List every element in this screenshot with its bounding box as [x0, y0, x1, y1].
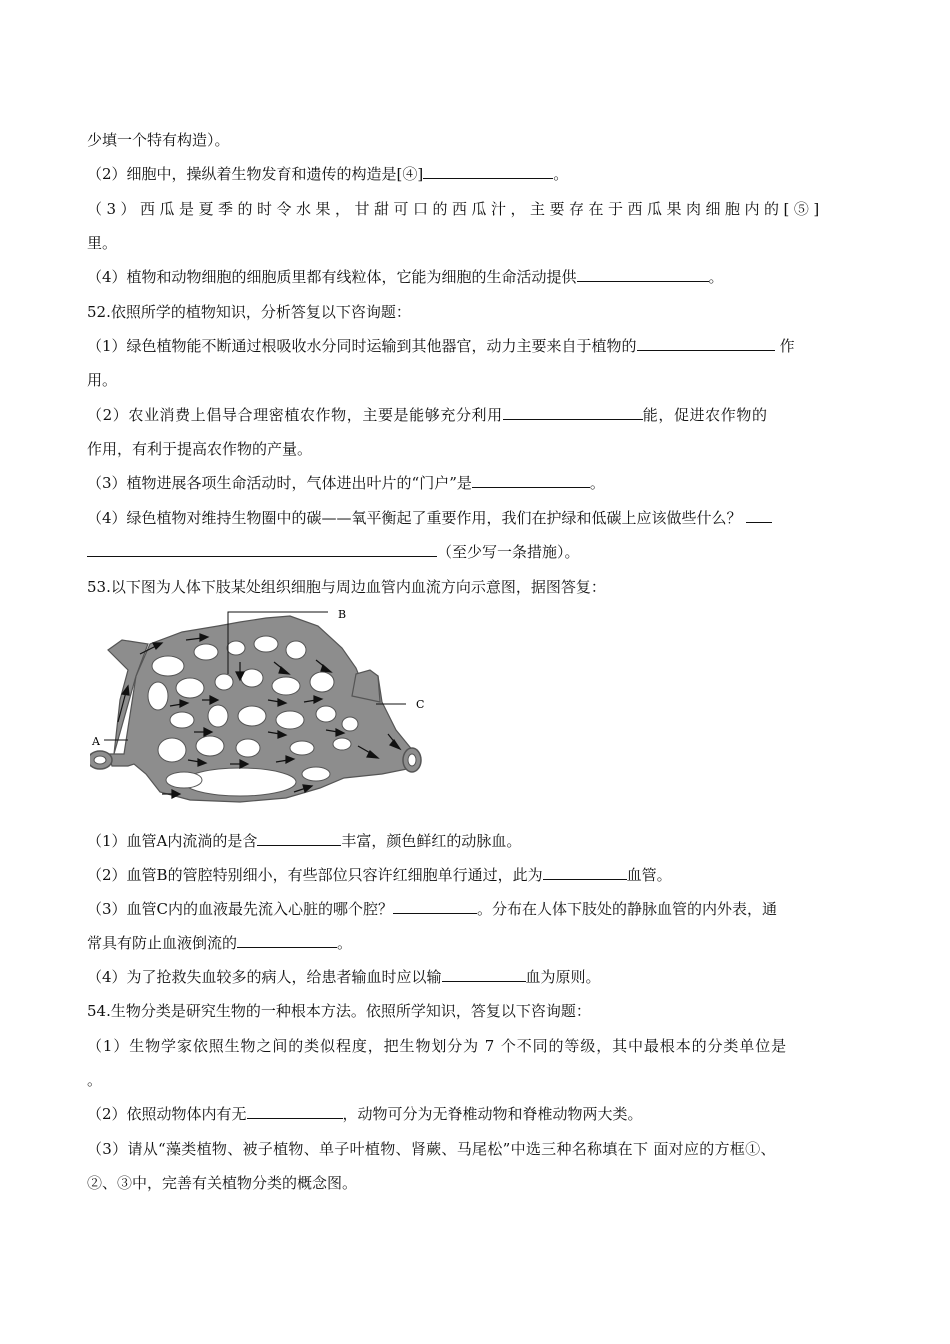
q51-part3-text: （3）西瓜是夏季的时令水果，甘甜可口的西瓜汁，主要存在于西瓜果肉细胞内的[⑤]: [87, 200, 824, 218]
label-a: A: [92, 735, 100, 748]
q54-part2-text: （2）依照动物体内有无: [87, 1105, 247, 1123]
q54-part2-end: ，动物可分为无脊椎动物和脊椎动物两大类。: [342, 1105, 643, 1123]
q52-part1-text: （1）绿色植物能不断通过根吸收水分同时运输到其他器官，动力主要来自于植物的: [87, 337, 637, 355]
answer-blank[interactable]: [257, 831, 341, 846]
capillary-network-figure: [90, 604, 435, 810]
q51-part2-text: （2）细胞中，操纵着生物发育和遗传的构造是[④]: [87, 165, 424, 183]
q53-title: 53.以下图为人体下肢某处组织细胞与周边血管内血流方向示意图，据图答复：: [87, 578, 606, 596]
q52-title: 52.依照所学的植物知识，分析答复以下咨询题：: [87, 303, 411, 321]
label-b: B: [338, 608, 347, 621]
q54-title: 54.生物分类是研究生物的一种根本方法。依照所学知识，答复以下咨询题：: [87, 1002, 591, 1020]
q54-part1-end: 。: [87, 1071, 103, 1089]
q53-part1: [87, 831, 521, 851]
q52-part3-end: 。: [589, 474, 605, 492]
q53-part3-text: （3）血管C内的血液最先流入心脏的哪个腔？: [87, 900, 394, 918]
answer-blank[interactable]: [393, 899, 477, 914]
q52-part4-cont: [87, 542, 580, 562]
q54-part1-text: （1）生物学家依照生物之间的类似程度，把生物划分为 7 个不同的等级，其中最根本的分类单位是: [87, 1037, 788, 1055]
q54-part3: [87, 1139, 865, 1159]
q54-part1: [87, 1036, 865, 1056]
answer-blank[interactable]: [543, 865, 627, 880]
q54-part3-text: （3）请从“藻类植物、被子植物、单子叶植物、肾蕨、马尾松”中选三种名称填在下 面对应的方框①、: [87, 1140, 776, 1158]
q53-part4-text: （4）为了抢救失血较多的病人，给患者输血时应以输: [87, 968, 442, 986]
q52-part2-text: （2）农业消费上倡导合理密植农作物，主要是能够充分利用: [87, 406, 503, 424]
q53-part1-end: 丰富，颜色鲜红的动脉血。: [341, 832, 522, 850]
q53-part3-cont-text: 常具有防止血液倒流的: [87, 934, 238, 952]
q51-part2-end: 。: [553, 165, 569, 183]
answer-blank[interactable]: [423, 164, 553, 179]
answer-blank[interactable]: [237, 933, 337, 948]
q52-part3: [87, 473, 605, 493]
q53-part2-text: （2）血管B的管腔特别细小，有些部位只容许红细胞单行通过，此为: [87, 866, 543, 884]
q53-part3-cont: [87, 933, 352, 953]
q54-part2: [87, 1104, 643, 1124]
q52-part4-text: （4）绿色植物对维持生物圈中的碳——氧平衡起了重要作用，我们在护绿和低碳上应该做些什么？: [87, 509, 742, 527]
answer-blank[interactable]: [442, 967, 526, 982]
answer-blank[interactable]: [746, 508, 772, 523]
q52-part4-end: （至少写一条措施）。: [437, 543, 580, 561]
q52-part2-cont: 作用，有利于提高农作物的产量。: [87, 440, 313, 458]
answer-blank[interactable]: [637, 336, 775, 351]
q53-part2: [87, 865, 672, 885]
q51-part3-end: 里。: [87, 234, 118, 252]
q53-part3-end: 。: [337, 934, 353, 952]
q53-part1-text: （1）血管A内流淌的是含: [87, 832, 258, 850]
answer-blank[interactable]: [87, 542, 437, 557]
q53-part4-end: 血为原则。: [525, 968, 601, 986]
answer-blank[interactable]: [472, 473, 590, 488]
label-c: C: [416, 698, 425, 711]
q51-part2: [87, 164, 568, 184]
q52-part2: [87, 405, 768, 425]
q52-part4: [87, 508, 772, 528]
q52-part1-cont: 用。: [87, 371, 118, 389]
answer-blank[interactable]: [577, 267, 709, 282]
q52-part1: [87, 336, 795, 356]
q51-part4: [87, 267, 724, 287]
answer-blank[interactable]: [247, 1104, 343, 1119]
q51-part4-text: （4）植物和动物细胞的细胞质里都有线粒体，它能为细胞的生命活动提供: [87, 268, 577, 286]
q53-part4: [87, 967, 601, 987]
q53-part3-mid: 。分布在人体下肢处的静脉血管的内外表，通: [477, 900, 778, 918]
q52-part2-mid: 能，促进农作物的: [642, 406, 768, 424]
q51-part3: [87, 199, 865, 219]
q52-part1-end: 作: [779, 337, 795, 355]
q51-part4-end: 。: [708, 268, 724, 286]
q52-part3-text: （3）植物进展各项生命活动时，气体进出叶片的“门户”是: [87, 474, 472, 492]
q53-part2-end: 血管。: [626, 866, 672, 884]
q53-part3: [87, 899, 777, 919]
q51-continuation: 少填一个特有构造）。: [87, 131, 230, 149]
q54-part3-cont: ②、③中，完善有关植物分类的概念图。: [87, 1174, 358, 1192]
answer-blank[interactable]: [503, 405, 643, 420]
